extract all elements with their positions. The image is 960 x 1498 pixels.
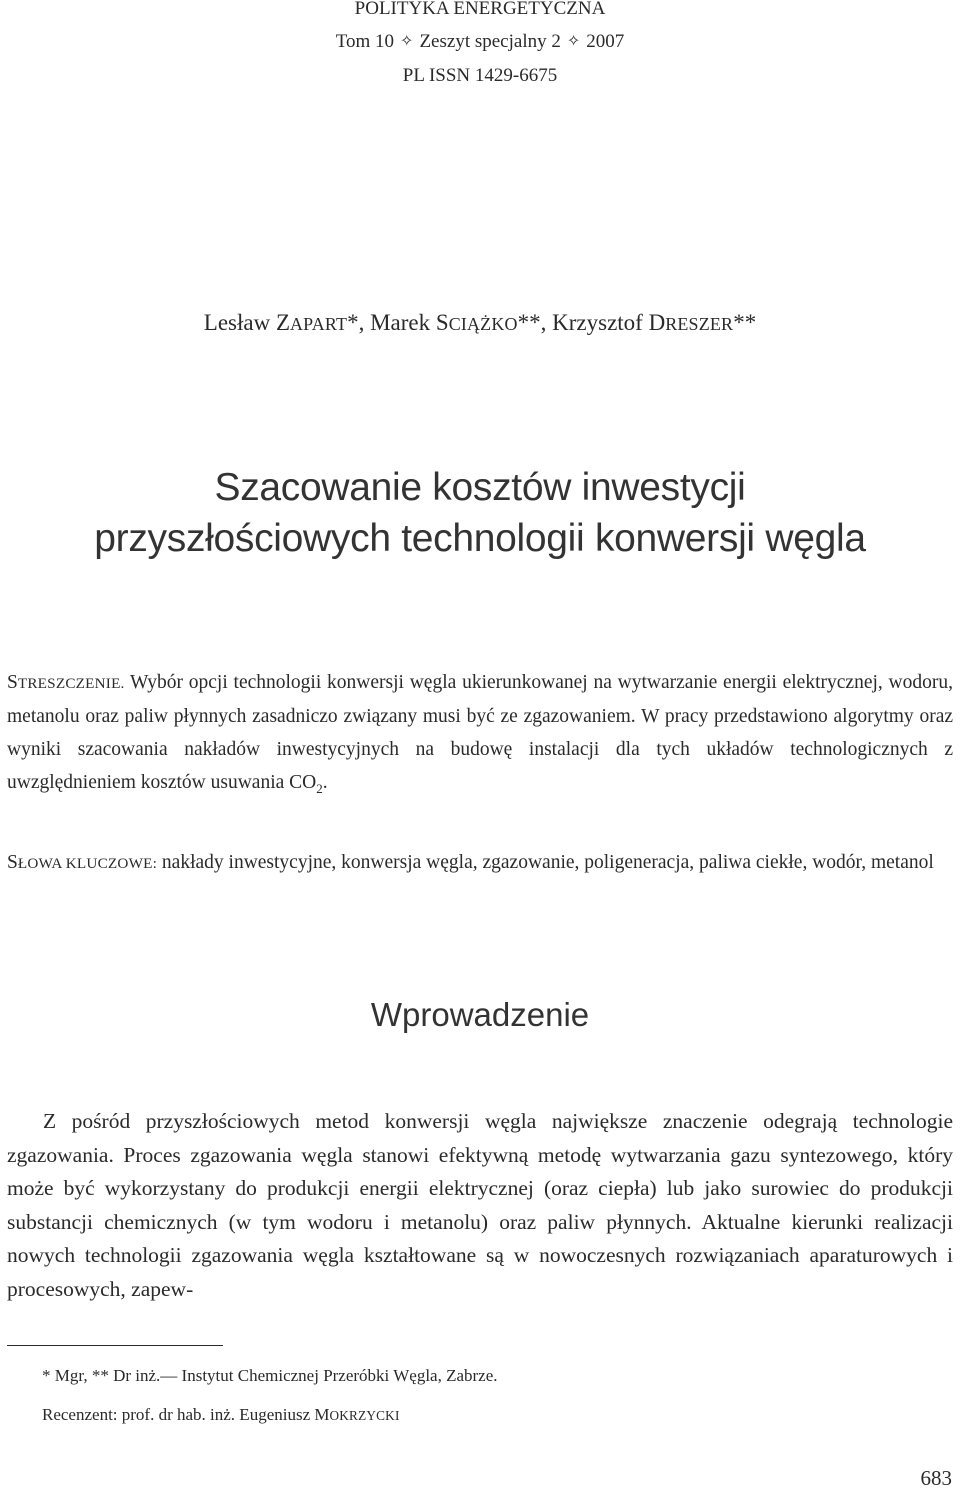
journal-year: 2007 <box>586 31 625 52</box>
footnote-reviewer-initial: M <box>314 1405 330 1424</box>
abstract-text: Wybór opcji technologii konwersji węgla ukierunkowanej na wytwarzanie energii elektrycznej, wodoru, metanolu oraz paliw płynnych zasadniczo związany musi być ze zgazowaniem. W pracy przedstawiono algorytmy oraz wyniki szacowania nakładów inwestycyjnych na budowę instalacji dla tych układów technologicznych z uwzględnieniem kosztów usuwania CO <box>7 672 953 793</box>
author-2-last-initial: S <box>435 310 449 335</box>
author-3-last-initial: D <box>648 310 666 335</box>
author-1-last-initial: Z <box>275 310 291 335</box>
footnote-reviewer-prefix: Recenzent: prof. dr hab. inż. Eugeniusz <box>42 1405 311 1424</box>
keywords-label <box>7 852 157 873</box>
four-point-star-icon: ✧ <box>566 33 581 50</box>
author-3-mark: ** <box>733 310 757 335</box>
four-point-star-icon: ✧ <box>400 33 414 50</box>
paper-title <box>0 462 960 564</box>
keywords <box>7 846 953 880</box>
journal-name: POLITYKA ENERGETYCZNA <box>354 0 606 19</box>
journal-issue: Zeszyt specjalny 2 <box>419 31 561 52</box>
footnote-rule <box>7 1345 223 1346</box>
abstract <box>7 666 953 805</box>
journal-issn: PL ISSN 1429-6675 <box>402 65 558 86</box>
author-3-first: Krzysztof <box>552 310 643 335</box>
author-2-mark: **, <box>517 310 553 335</box>
author-1-last-rest: APART <box>290 314 348 334</box>
author-2-last-rest: CIĄŻKO <box>448 314 518 334</box>
page-number: 683 <box>920 1466 952 1490</box>
abstract-subscript: 2 <box>316 780 323 796</box>
body-paragraph: Z pośród przyszłościowych metod konwersji węgla największe znaczenie odegrają technologie zgazowania. Proces zgazowania węgla stanowi efektywną metodę wytwarzania gazu syntezowego, który może być wykorzystany do produkcji energii elektrycznej (oraz ciepła) lub jako surowiec do produkcji substancji chemicznych (w tym wodoru i metanolu) oraz paliw płynnych. Aktualne kierunki realizacji nowych technologii zgazowania węgla kształtowane są w nowoczesnych rozwiązaniach aparaturowych i procesowych, zapew- <box>7 1109 953 1301</box>
title-line-1: Szacowanie kosztów inwestycji <box>214 466 746 509</box>
keywords-label-initial: S <box>7 852 18 873</box>
section-heading: Wprowadzenie <box>370 996 590 1033</box>
abstract-label-initial: S <box>7 672 18 693</box>
footnote-reviewer-rest: OKRZYCKI <box>329 1408 400 1423</box>
abstract-end: . <box>322 772 328 793</box>
footnote-reviewer <box>42 1405 400 1425</box>
abstract-label <box>7 672 125 693</box>
authors-line <box>0 310 960 336</box>
journal-volume: Tom 10 <box>335 31 395 52</box>
author-2-first: Marek <box>370 310 431 335</box>
author-3-last-rest: RESZER <box>665 314 734 334</box>
journal-volume-line <box>0 31 960 53</box>
author-1-first: Lesław <box>203 310 271 335</box>
title-line-2: przyszłościowych technologii konwersji węgla <box>94 517 866 560</box>
author-3 <box>552 310 756 335</box>
keywords-text: nakłady inwestycyjne, konwersja węgla, zgazowanie, poligeneracja, paliwa ciekłe, wodór, metanol <box>161 852 934 873</box>
author-2 <box>370 310 552 335</box>
abstract-label-rest: TRESZCZENIE. <box>17 675 125 692</box>
footnote-affiliation: * Mgr, ** Dr inż.— Instytut Chemicznej Przeróbki Węgla, Zabrze. <box>42 1366 498 1385</box>
keywords-label-rest: ŁOWA KLUCZOWE: <box>17 855 158 872</box>
author-1-mark: *, <box>347 310 371 335</box>
author-1 <box>204 310 370 335</box>
